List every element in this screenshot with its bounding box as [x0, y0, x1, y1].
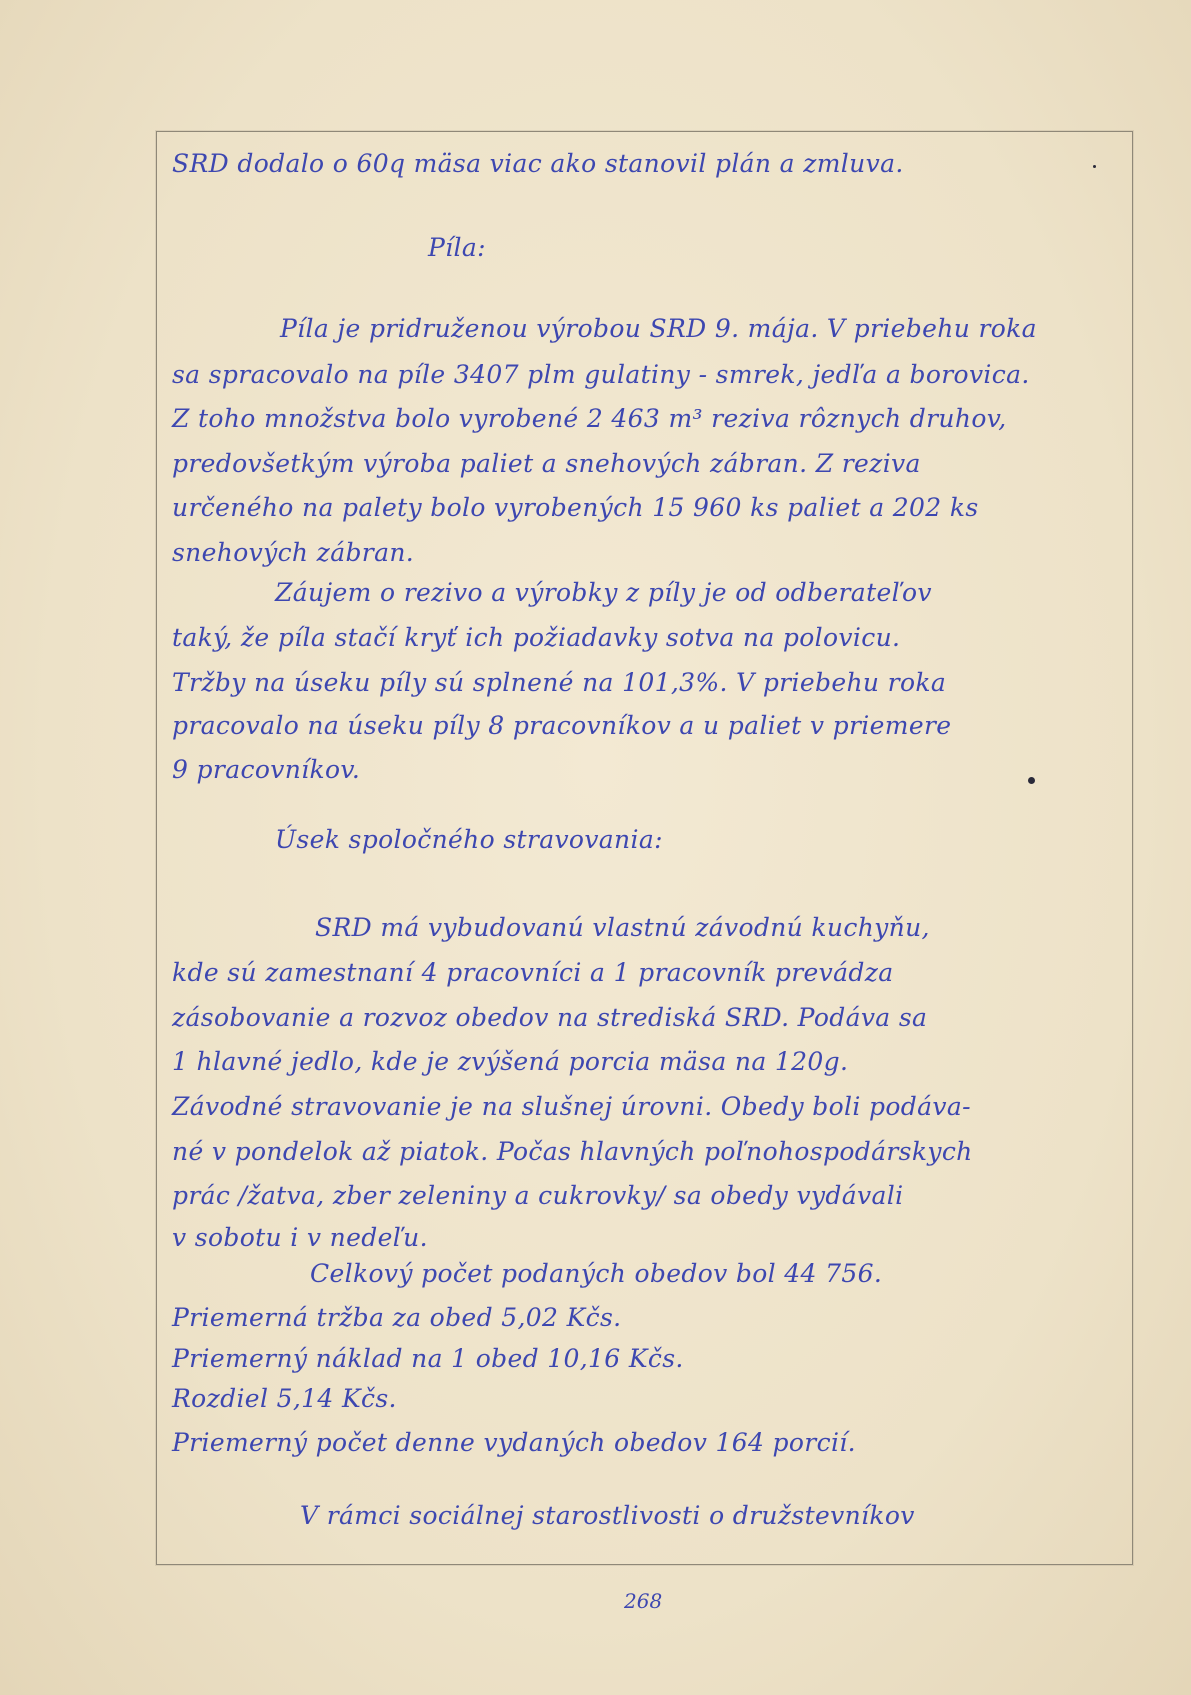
text-line: né v pondelok až piatok. Počas hlavných poľnohospodárskych: [172, 1137, 973, 1166]
text-line: určeného na palety bolo vyrobených 15 960 ks paliet a 202 ks: [172, 493, 979, 522]
text-line: prác /žatva, zber zeleniny a cukrovky/ sa obedy vydávali: [172, 1181, 904, 1210]
text-line: Tržby na úseku píly sú splnené na 101,3%. V priebehu roka: [172, 668, 947, 697]
text-line: 1 hlavné jedlo, kde je zvýšená porcia mäsa na 120g.: [172, 1047, 849, 1076]
text-line: SRD má vybudovanú vlastnú závodnú kuchyňu,: [315, 913, 930, 942]
text-line: V rámci sociálnej starostlivosti o družstevníkov: [300, 1501, 915, 1530]
text-line: Priemerný počet denne vydaných obedov 164 porcií.: [172, 1428, 856, 1457]
text-line: Priemerná tržba za obed 5,02 Kčs.: [172, 1303, 622, 1332]
text-line: Z toho množstva bolo vyrobené 2 463 m³ reziva rôznych druhov,: [172, 404, 1007, 433]
section-heading-pila: Píla:: [428, 233, 486, 262]
text-line: SRD dodalo o 60q mäsa viac ako stanovil plán a zmluva.: [172, 149, 904, 178]
ink-dot: [1028, 777, 1035, 784]
text-line: Záujem o rezivo a výrobky z píly je od odberateľov: [275, 578, 932, 607]
text-line: snehových zábran.: [172, 538, 415, 567]
ink-dot: [1093, 165, 1096, 168]
text-line: kde sú zamestnaní 4 pracovníci a 1 pracovník prevádza: [172, 958, 894, 987]
text-line: zásobovanie a rozvoz obedov na strediská SRD. Podáva sa: [172, 1003, 928, 1032]
text-line: v sobotu i v nedeľu.: [172, 1223, 428, 1252]
text-line: Priemerný náklad na 1 obed 10,16 Kčs.: [172, 1344, 684, 1373]
text-line: Rozdiel 5,14 Kčs.: [172, 1384, 397, 1413]
text-line: predovšetkým výroba paliet a snehových zábran. Z reziva: [172, 449, 921, 478]
text-line: Závodné stravovanie je na slušnej úrovni. Obedy boli podáva-: [172, 1092, 971, 1121]
text-line: taký, že píla stačí kryť ich požiadavky sotva na polovicu.: [172, 623, 901, 652]
text-line: sa spracovalo na píle 3407 plm gulatiny - smrek, jedľa a borovica.: [172, 360, 1030, 389]
text-line: Píla je pridruženou výrobou SRD 9. mája. V priebehu roka: [280, 314, 1037, 343]
page-number: 268: [624, 1589, 663, 1613]
text-line: 9 pracovníkov.: [172, 755, 361, 784]
text-line: Celkový počet podaných obedov bol 44 756.: [310, 1259, 883, 1288]
text-line: pracovalo na úseku píly 8 pracovníkov a u paliet v priemere: [172, 711, 952, 740]
section-heading-stravovanie: Úsek spoločného stravovania:: [275, 825, 663, 854]
